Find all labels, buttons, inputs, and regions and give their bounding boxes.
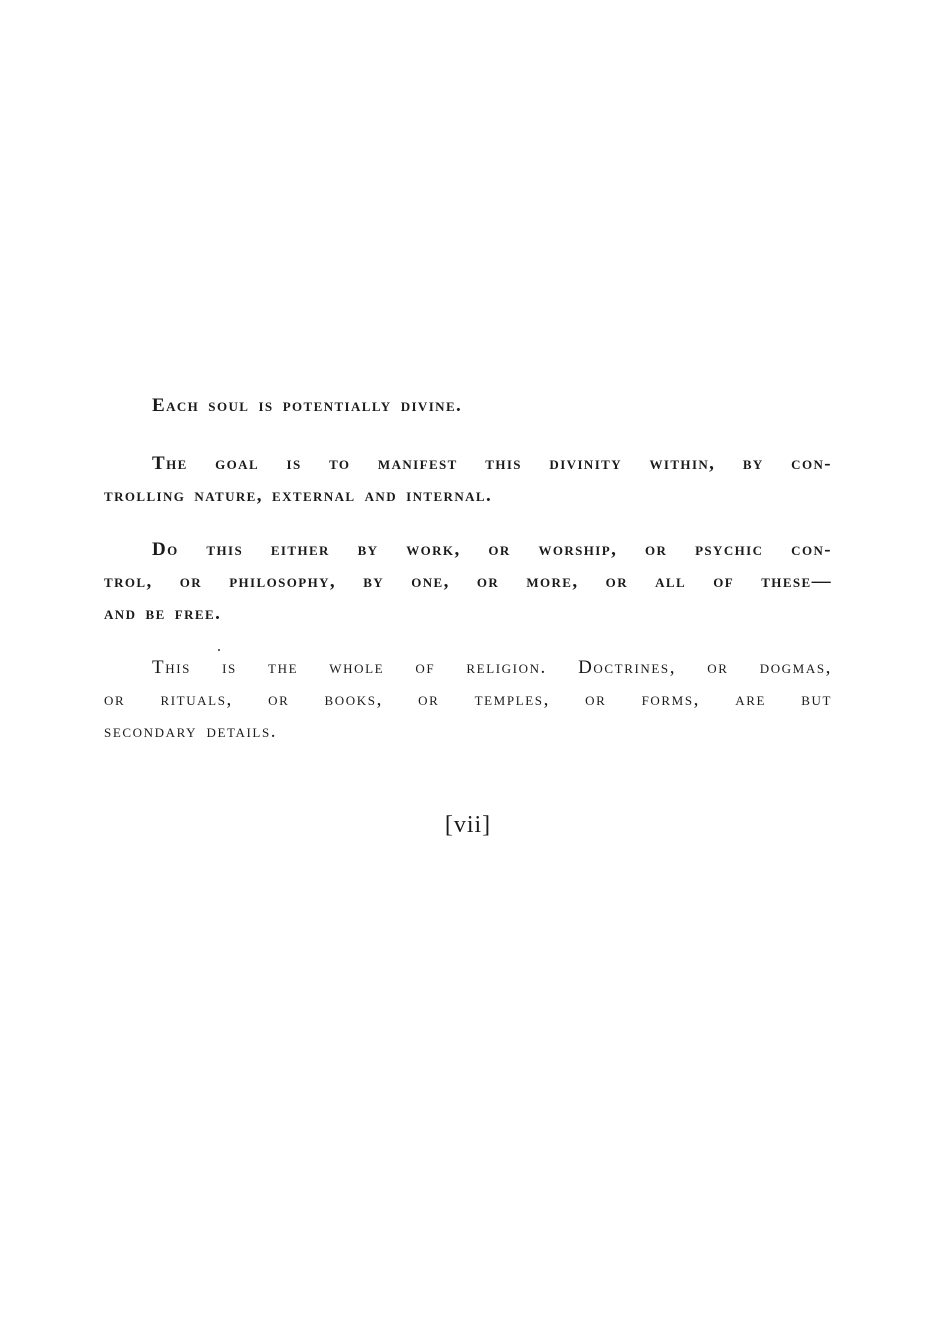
paragraph-line: This is the whole of religion. Doctrines, or dogmas, — [152, 657, 832, 678]
text-block — [104, 390, 832, 770]
paragraph-line: trolling nature, external and internal. — [104, 485, 493, 506]
paragraph-4 — [104, 652, 832, 748]
paragraph-3 — [104, 534, 832, 630]
print-speck — [218, 649, 220, 651]
paragraph-line: Each soul is potentially divine. — [152, 395, 463, 416]
paragraph-line: trol, or philosophy, by one, or more, or all of these— — [104, 571, 832, 592]
paragraph-line: and be free. — [104, 603, 222, 624]
paragraph-line: Do this either by work, or worship, or psychic con- — [152, 539, 832, 560]
paragraph-1 — [104, 390, 832, 422]
paragraph-line: The goal is to manifest this divinity within, by con- — [152, 453, 832, 474]
paragraph-line: or rituals, or books, or temples, or forms, are but — [104, 689, 832, 710]
paragraph-line: secondary details. — [104, 721, 278, 742]
page-number: [vii] — [444, 812, 492, 838]
paragraph-2 — [104, 448, 832, 512]
